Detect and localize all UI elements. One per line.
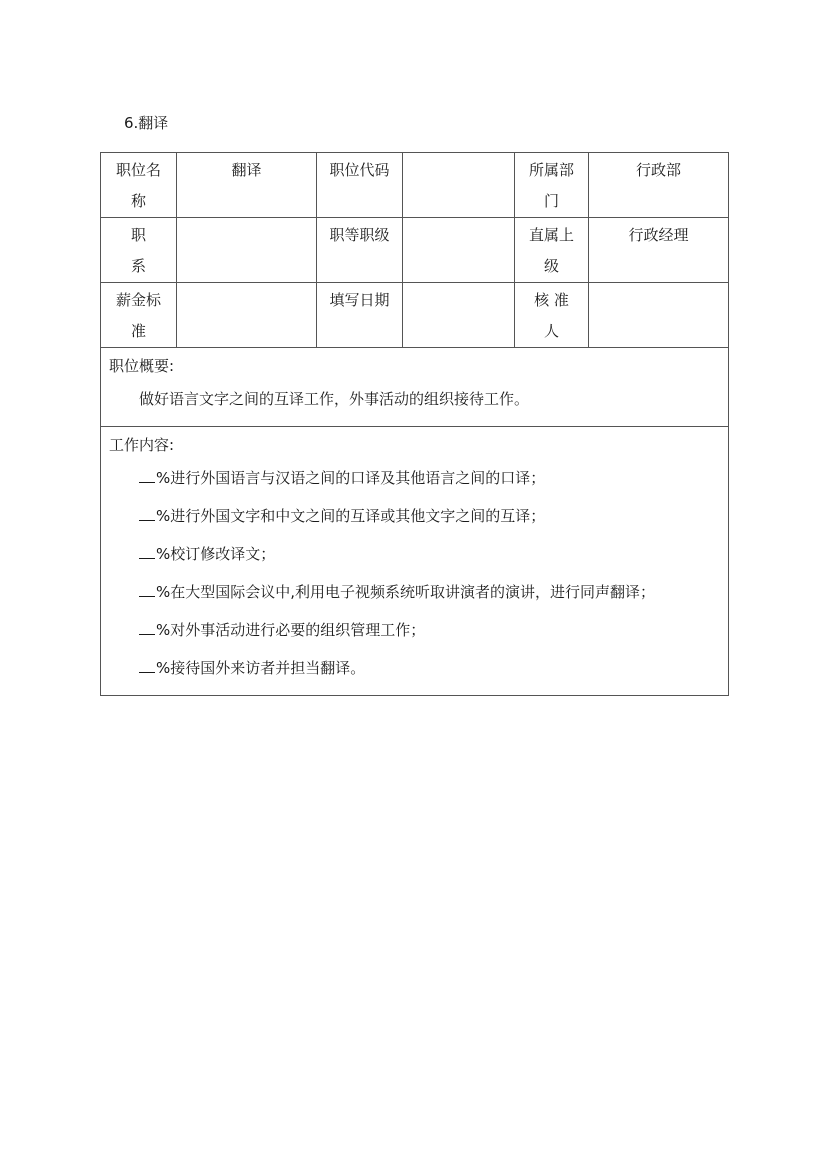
duties-section [101, 427, 729, 696]
value-salary-standard [177, 283, 317, 348]
blank-line [139, 544, 155, 559]
section-title: 6.翻译 [124, 114, 169, 132]
list-item: %校订修改译文； [139, 535, 720, 573]
blank-line [139, 620, 155, 635]
table-row [101, 218, 729, 283]
list-item: %进行外国文字和中文之间的互译或其他文字之间的互译； [139, 497, 720, 535]
value-fill-date [403, 283, 515, 348]
table-row [101, 348, 729, 427]
list-item: %对外事活动进行必要的组织管理工作； [139, 611, 720, 649]
blank-line [139, 468, 155, 483]
summary-text: 做好语言文字之间的互译工作，外事活动的组织接待工作。 [139, 390, 530, 408]
value-direct-supervisor: 行政经理 [589, 218, 729, 283]
table-row [101, 153, 729, 218]
value-grade-level [403, 218, 515, 283]
label-fill-date: 填写日期 [317, 283, 403, 348]
table-row [101, 427, 729, 696]
label-position-name: 职位名称 [101, 153, 177, 218]
value-position-name: 翻译 [177, 153, 317, 218]
blank-line [139, 582, 155, 597]
label-job-family: 职系 [101, 218, 177, 283]
list-item: %在大型国际会议中,利用电子视频系统听取讲演者的演讲，进行同声翻译； [139, 573, 720, 611]
value-department: 行政部 [589, 153, 729, 218]
summary-section [101, 348, 729, 427]
blank-line [139, 658, 155, 673]
label-grade-level: 职等职级 [317, 218, 403, 283]
summary-heading: 职位概要: [109, 357, 175, 375]
duties-list [109, 459, 720, 687]
label-department: 所属部门 [515, 153, 589, 218]
job-description-table [100, 152, 729, 696]
label-direct-supervisor: 直属上级 [515, 218, 589, 283]
duties-heading: 工作内容: [109, 436, 175, 454]
list-item: %进行外国语言与汉语之间的口译及其他语言之间的口译； [139, 459, 720, 497]
value-job-family [177, 218, 317, 283]
value-approver [589, 283, 729, 348]
blank-line [139, 506, 155, 521]
label-position-code: 职位代码 [317, 153, 403, 218]
list-item: %接待国外来访者并担当翻译。 [139, 649, 720, 687]
value-position-code [403, 153, 515, 218]
table-row [101, 283, 729, 348]
label-salary-standard: 薪金标准 [101, 283, 177, 348]
label-approver: 核 准 人 [515, 283, 589, 348]
